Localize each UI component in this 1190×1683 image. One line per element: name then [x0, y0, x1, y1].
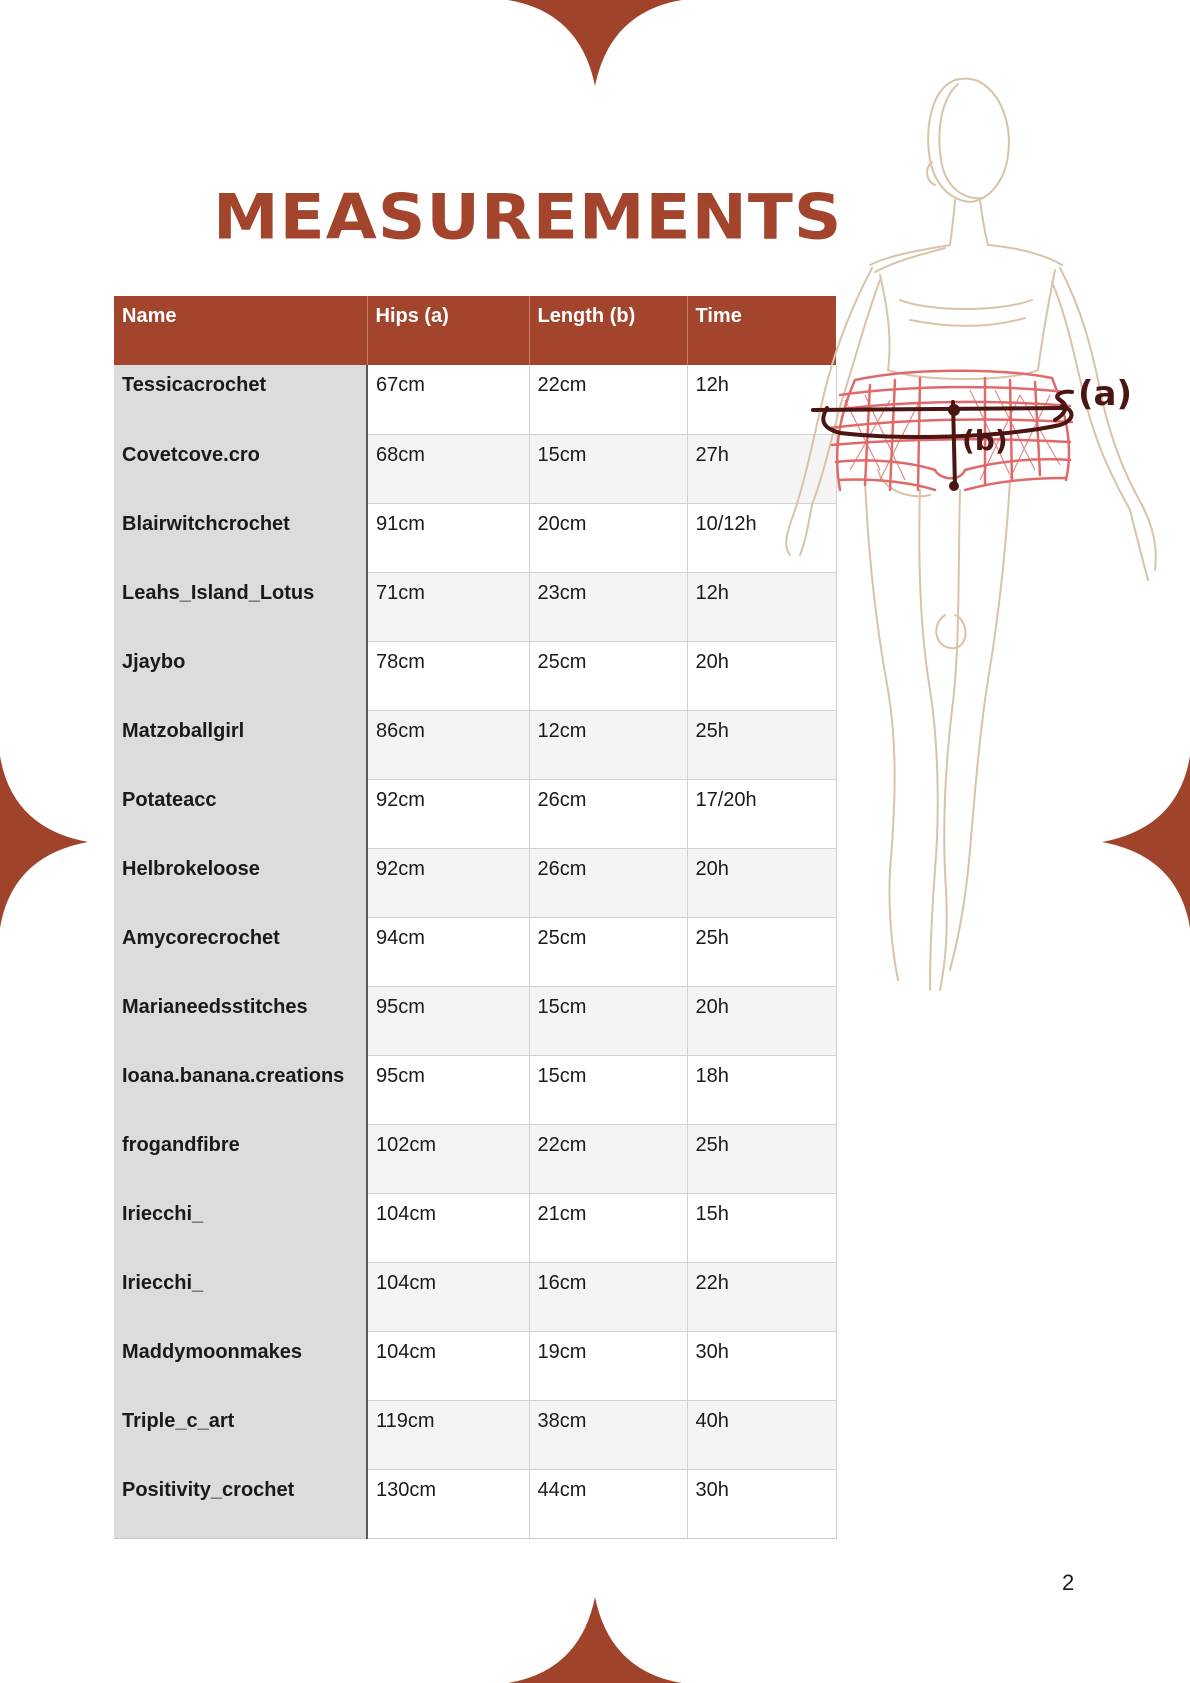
cell-length: 26cm — [529, 848, 687, 917]
cell-hips: 71cm — [367, 572, 529, 641]
table-row — [114, 572, 836, 641]
table-row — [114, 1469, 836, 1538]
cell-hips: 91cm — [367, 503, 529, 572]
cell-hips: 67cm — [367, 365, 529, 434]
cell-name: Jjaybo — [114, 641, 367, 710]
cell-name: Positivity_crochet — [114, 1469, 367, 1538]
cell-name: frogandfibre — [114, 1124, 367, 1193]
table-row — [114, 1331, 836, 1400]
cell-time: 17/20h — [687, 779, 836, 848]
cell-name: Iriecchi_ — [114, 1262, 367, 1331]
table-row — [114, 779, 836, 848]
cell-time: 10/12h — [687, 503, 836, 572]
left-star-decoration — [0, 756, 88, 928]
cell-length: 22cm — [529, 365, 687, 434]
table-row — [114, 986, 836, 1055]
cell-length: 21cm — [529, 1193, 687, 1262]
page-title: MEASUREMENTS — [213, 180, 843, 254]
measurements-table — [114, 296, 837, 1539]
cell-time: 25h — [687, 917, 836, 986]
table-row — [114, 917, 836, 986]
cell-length: 23cm — [529, 572, 687, 641]
cell-time: 22h — [687, 1262, 836, 1331]
cell-hips: 78cm — [367, 641, 529, 710]
cell-length: 26cm — [529, 779, 687, 848]
cell-length: 20cm — [529, 503, 687, 572]
cell-length: 15cm — [529, 434, 687, 503]
cell-time: 30h — [687, 1469, 836, 1538]
cell-length: 25cm — [529, 641, 687, 710]
cell-name: Blairwitchcrochet — [114, 503, 367, 572]
cell-name: Potateacc — [114, 779, 367, 848]
table-row — [114, 1400, 836, 1469]
bottom-star-decoration — [508, 1597, 682, 1683]
cell-time: 20h — [687, 986, 836, 1055]
cell-name: Helbrokeloose — [114, 848, 367, 917]
cell-name: Marianeedsstitches — [114, 986, 367, 1055]
table-row — [114, 365, 836, 434]
cell-hips: 119cm — [367, 1400, 529, 1469]
header-name: Name — [114, 296, 367, 365]
cell-length: 25cm — [529, 917, 687, 986]
cell-hips: 102cm — [367, 1124, 529, 1193]
table-row — [114, 503, 836, 572]
cell-length: 19cm — [529, 1331, 687, 1400]
cell-hips: 92cm — [367, 779, 529, 848]
cell-time: 25h — [687, 1124, 836, 1193]
cell-name: Iriecchi_ — [114, 1193, 367, 1262]
cell-time: 30h — [687, 1331, 836, 1400]
cell-name: Covetcove.cro — [114, 434, 367, 503]
cell-time: 20h — [687, 641, 836, 710]
top-star-decoration — [508, 0, 682, 86]
cell-name: Tessicacrochet — [114, 365, 367, 434]
cell-hips: 104cm — [367, 1331, 529, 1400]
table-row — [114, 1124, 836, 1193]
table-row — [114, 434, 836, 503]
table-row — [114, 641, 836, 710]
table-row — [114, 710, 836, 779]
page-number: 2 — [1062, 1570, 1075, 1595]
cell-hips: 95cm — [367, 1055, 529, 1124]
cell-time: 18h — [687, 1055, 836, 1124]
cell-length: 16cm — [529, 1262, 687, 1331]
hips-marker-label: (a) — [1078, 374, 1133, 414]
cell-length: 15cm — [529, 986, 687, 1055]
cell-time: 25h — [687, 710, 836, 779]
table-row — [114, 1262, 836, 1331]
cell-name: Matzoballgirl — [114, 710, 367, 779]
cell-length: 44cm — [529, 1469, 687, 1538]
cell-length: 22cm — [529, 1124, 687, 1193]
header-time: Time — [687, 296, 836, 365]
table-row — [114, 1193, 836, 1262]
cell-name: Maddymoonmakes — [114, 1331, 367, 1400]
cell-time: 27h — [687, 434, 836, 503]
cell-time: 40h — [687, 1400, 836, 1469]
cell-time: 12h — [687, 572, 836, 641]
cell-length: 15cm — [529, 1055, 687, 1124]
body-sketch-illustration — [770, 50, 1165, 1010]
cell-hips: 92cm — [367, 848, 529, 917]
cell-hips: 130cm — [367, 1469, 529, 1538]
cell-name: Triple_c_art — [114, 1400, 367, 1469]
cell-time: 15h — [687, 1193, 836, 1262]
cell-hips: 95cm — [367, 986, 529, 1055]
cell-hips: 94cm — [367, 917, 529, 986]
cell-name: Leahs_Island_Lotus — [114, 572, 367, 641]
cell-name: Amycorecrochet — [114, 917, 367, 986]
cell-time: 12h — [687, 365, 836, 434]
table-row — [114, 848, 836, 917]
table-row — [114, 1055, 836, 1124]
table-header-row — [114, 296, 836, 365]
cell-hips: 104cm — [367, 1262, 529, 1331]
cell-hips: 86cm — [367, 710, 529, 779]
header-length: Length (b) — [529, 296, 687, 365]
cell-length: 12cm — [529, 710, 687, 779]
header-hips: Hips (a) — [367, 296, 529, 365]
cell-name: Ioana.banana.creations — [114, 1055, 367, 1124]
cell-hips: 104cm — [367, 1193, 529, 1262]
cell-hips: 68cm — [367, 434, 529, 503]
cell-time: 20h — [687, 848, 836, 917]
length-marker-label: (b) — [962, 424, 1008, 457]
cell-length: 38cm — [529, 1400, 687, 1469]
